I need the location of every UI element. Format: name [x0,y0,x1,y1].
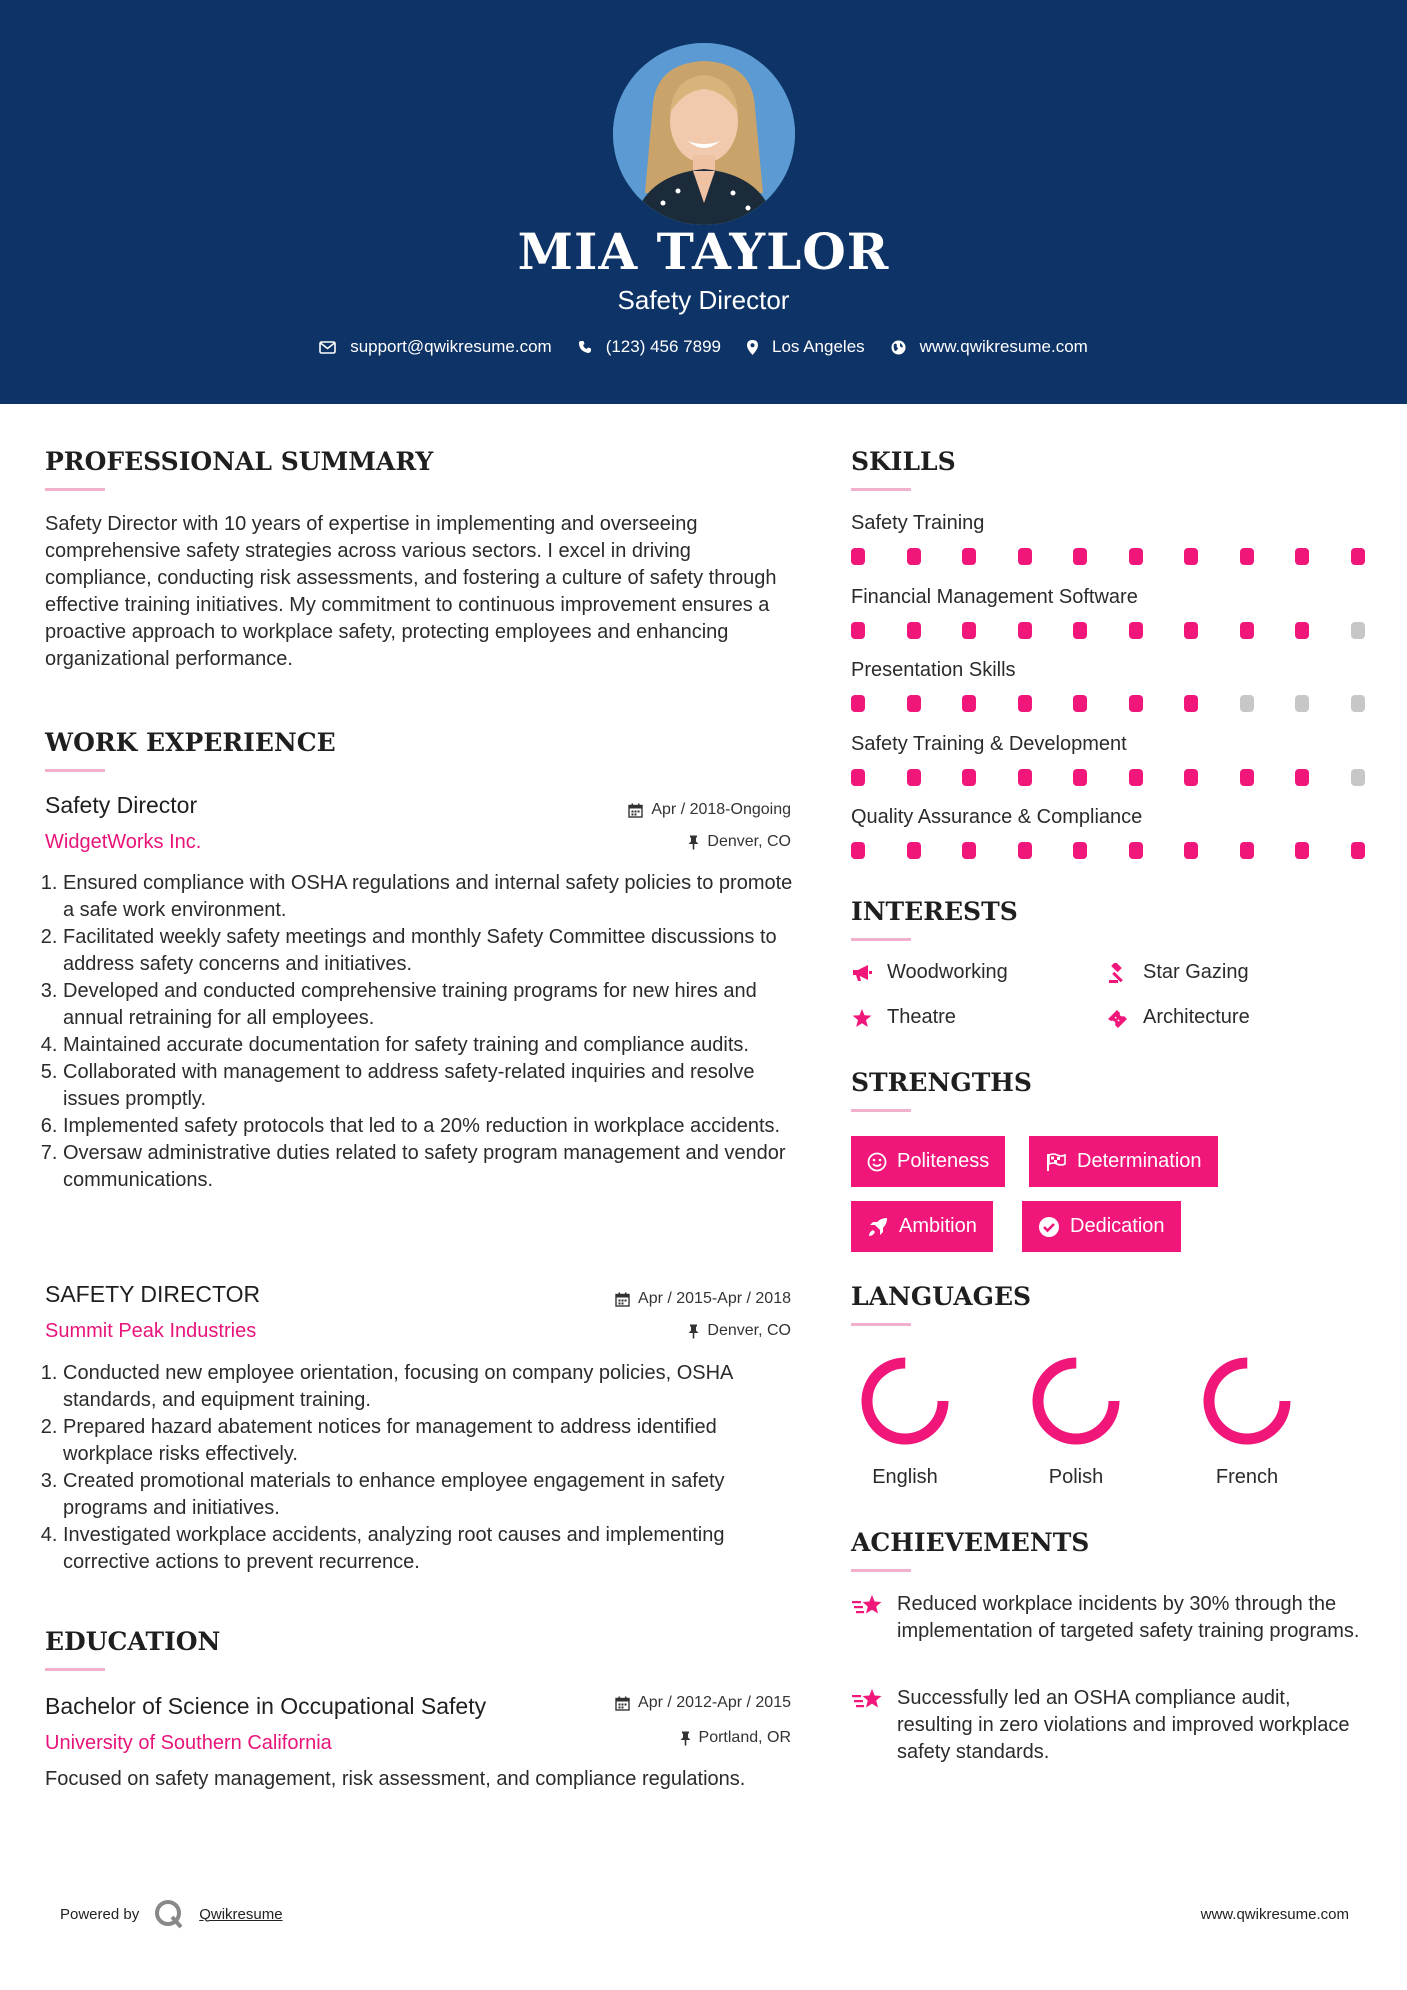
strength-badge [851,1136,1005,1187]
rating-dot-filled [907,842,921,859]
skills-underline [851,488,911,491]
flag-icon [1045,1152,1067,1172]
profile-photo [613,43,795,225]
list-item: 2. Prepared hazard abatement notices for management to address identified workplace risks effectively. [63,1414,797,1468]
bullhorn-icon [851,963,873,983]
rating-dot-filled [962,769,976,786]
rating-dot-filled [962,622,976,639]
education-location [450,1729,791,1747]
rating-dot-filled [1184,548,1198,565]
rating-dot-filled [962,695,976,712]
job-company: Summit Peak Industries [45,1320,257,1342]
interest-label: Theatre [887,1006,956,1028]
rating-dot-filled [1073,769,1087,786]
gavel-icon [1107,963,1129,983]
contact-bar [0,337,1407,357]
rating-dot-empty [1295,695,1309,712]
job-responsibilities [45,870,797,1194]
skill-name: Quality Assurance & Compliance [851,806,1143,828]
education-description: Focused on safety management, risk assessment, and compliance regulations. [45,1768,746,1790]
education-dates-text: Apr / 2012-Apr / 2015 [638,1694,791,1711]
experience-heading: WORK EXPERIENCE [45,728,336,757]
rating-dot-filled [1018,842,1032,859]
language-level-arc [867,1363,943,1439]
candidate-role: Safety Director [617,285,790,315]
strength-label: Ambition [899,1215,977,1237]
check-circle-icon [1038,1216,1060,1238]
rating-dot-filled [1018,769,1032,786]
strengths-underline [851,1109,911,1112]
job-company: WidgetWorks Inc. [45,831,202,853]
strength-label: Dedication [1070,1215,1165,1237]
rating-dot-empty [1351,622,1365,639]
rating-dot-filled [1073,622,1087,639]
rating-dot-filled [1240,622,1254,639]
calendar-icon [628,803,643,818]
rating-dot-filled [1129,622,1143,639]
shooting-star-icon [851,1593,885,1617]
rating-dot-filled [1240,548,1254,565]
rating-dot-filled [1018,695,1032,712]
calendar-icon [615,1696,630,1711]
language-level-arc [1038,1363,1114,1439]
strength-label: Politeness [897,1150,990,1172]
rating-dot-filled [962,842,976,859]
job-dates-text: Apr / 2018-Ongoing [651,801,791,818]
languages-underline [851,1323,911,1326]
interest-item [851,961,1008,984]
star-icon [851,1008,873,1028]
language-level-arc [1209,1363,1285,1439]
strength-badge [1029,1136,1218,1187]
brand-link[interactable]: Qwikresume [199,1905,283,1923]
experience-underline [45,769,105,772]
achievement-item [851,1685,1361,1766]
contact-website[interactable] [891,337,1088,357]
rating-dot-filled [1018,548,1032,565]
contact-phone-text: (123) 456 7899 [605,337,722,356]
language-ring [1028,1353,1124,1449]
rating-dot-filled [1129,695,1143,712]
rating-dot-filled [1184,695,1198,712]
interest-label: Star Gazing [1143,961,1249,983]
footer-brand [60,1898,283,1930]
list-item: 3. Created promotional materials to enhance employee engagement in safety programs and initiatives. [63,1468,797,1522]
language-ring [1199,1353,1295,1449]
ticket-icon [1107,1008,1129,1028]
rating-dot-empty [1351,769,1365,786]
rating-dot-filled [907,548,921,565]
education-dates [450,1694,791,1712]
list-item: 4. Investigated workplace accidents, analyzing root causes and implementing corrective actions to prevent recurrence. [63,1522,797,1576]
interest-item [1107,961,1249,984]
skill-rating [851,548,1406,565]
rating-dot-filled [1295,622,1309,639]
smile-icon [867,1152,887,1172]
strength-badge [1022,1201,1181,1252]
rating-dot-filled [851,548,865,565]
rating-dot-filled [1240,842,1254,859]
rating-dot-filled [1240,769,1254,786]
rating-dot-filled [1184,842,1198,859]
interests-heading: INTERESTS [851,897,1018,926]
job-location-text: Denver, CO [707,1322,791,1339]
strength-badge [851,1201,993,1252]
profile-photo-illustration [613,43,795,225]
summary-text: Safety Director with 10 years of expertise in implementing and overseeing comprehensive safety strategies across various sectors. I excel in driving compliance, conducting risk assessments, and fostering a culture of safety through effective training initiatives. My commitment to continuous improvement ensures a proactive approach to workplace safety, protecting employees and enhancing organizational performance. [45,513,777,670]
rating-dot-filled [851,695,865,712]
achievement-text: Reduced workplace incidents by 30% through the implementation of targeted safety training programs. [897,1593,1360,1642]
contact-phone[interactable] [578,337,721,357]
rocket-icon [867,1216,889,1238]
language-label: Polish [1048,1466,1104,1488]
rating-dot-filled [1073,842,1087,859]
job-title: Safety Director [45,792,198,818]
job-location [450,1322,791,1340]
achievement-text: Successfully led an OSHA compliance audit, resulting in zero violations and improved workplace safety standards. [897,1687,1350,1763]
skill-name: Financial Management Software [851,585,1138,608]
job-location [450,833,791,851]
job-dates [450,801,791,819]
summary-underline [45,488,105,491]
contact-website-text: www.qwikresume.com [919,337,1088,356]
shooting-star-icon [851,1687,885,1711]
skill-rating [851,695,1406,712]
rating-dot-filled [1351,548,1365,565]
pin-icon [688,1324,699,1339]
powered-by-text: Powered by [60,1905,140,1923]
calendar-icon [615,1292,630,1307]
language-label: French [1215,1466,1279,1488]
job-dates-text: Apr / 2015-Apr / 2018 [638,1290,791,1307]
interest-item [1107,1006,1250,1029]
contact-email[interactable] [319,337,552,357]
skill-rating [851,842,1406,859]
job-title: SAFETY DIRECTOR [45,1281,261,1307]
rating-dot-empty [1351,695,1365,712]
language-item [1021,1353,1131,1489]
interest-item [851,1006,956,1029]
rating-dot-filled [851,622,865,639]
rating-dot-filled [851,769,865,786]
rating-dot-filled [907,695,921,712]
language-item [1192,1353,1302,1489]
list-item: 5. Collaborated with management to address safety-related inquiries and resolve issues promptly. [63,1059,797,1113]
map-marker-icon [747,340,758,355]
rating-dot-filled [1295,842,1309,859]
rating-dot-filled [1129,769,1143,786]
achievement-item [851,1591,1361,1645]
languages-heading: LANGUAGES [851,1282,1032,1311]
rating-dot-filled [1073,695,1087,712]
list-item: 6. Implemented safety protocols that led to a 20% reduction in workplace accidents. [63,1113,797,1140]
contact-email-text: support@qwikresume.com [350,337,552,356]
education-heading: EDUCATION [45,1627,221,1656]
job-location-text: Denver, CO [707,833,791,850]
rating-dot-filled [1184,769,1198,786]
rating-dot-filled [907,769,921,786]
strengths-heading: STRENGTHS [851,1068,1032,1097]
globe-icon [891,340,906,355]
rating-dot-filled [1018,622,1032,639]
pin-icon [680,1731,691,1746]
skill-name: Presentation Skills [851,659,1016,681]
skill-name: Safety Training & Development [851,732,1127,755]
rating-dot-filled [1351,842,1365,859]
pin-icon [688,835,699,850]
achievements-underline [851,1569,911,1572]
language-label: English [872,1466,938,1488]
language-item [850,1353,960,1489]
rating-dot-filled [1295,548,1309,565]
rating-dot-filled [1073,548,1087,565]
resume-header [0,0,1407,404]
education-underline [45,1668,105,1671]
education-location-text: Portland, OR [698,1729,791,1746]
skill-rating [851,769,1406,786]
candidate-name: MIA TAYLOR [517,222,890,281]
contact-location-text: Los Angeles [772,337,865,356]
rating-dot-filled [907,622,921,639]
rating-dot-empty [1240,695,1254,712]
list-item: 2. Facilitated weekly safety meetings and monthly Safety Committee discussions to address safety concerns and initiatives. [63,924,797,978]
strength-label: Determination [1077,1150,1202,1172]
interest-label: Architecture [1143,1006,1250,1028]
language-ring [857,1353,953,1449]
list-item: 1. Conducted new employee orientation, focusing on company policies, OSHA standards, and equipment training. [63,1360,797,1414]
envelope-icon [319,341,336,354]
skill-name: Safety Training [851,512,985,534]
footer-url[interactable]: www.qwikresume.com [1200,1906,1349,1923]
summary-heading: PROFESSIONAL SUMMARY [45,447,434,476]
qwikresume-logo-icon [153,1898,185,1930]
job-responsibilities [45,1360,797,1576]
rating-dot-filled [851,842,865,859]
job-dates [450,1290,791,1308]
list-item: 1. Ensured compliance with OSHA regulations and internal safety policies to promote a safe work environment. [63,870,797,924]
phone-icon [578,340,592,354]
achievements-heading: ACHIEVEMENTS [851,1528,1090,1557]
rating-dot-filled [1129,548,1143,565]
skill-rating [851,622,1406,639]
list-item: 7. Oversaw administrative duties related to safety program management and vendor communications. [63,1140,797,1194]
list-item: 3. Developed and conducted comprehensive training programs for new hires and annual retraining for all employees. [63,978,797,1032]
contact-location [747,337,865,357]
skills-heading: SKILLS [851,447,956,476]
interests-underline [851,938,911,941]
school-name: University of Southern California [45,1732,332,1754]
rating-dot-filled [962,548,976,565]
degree-title: Bachelor of Science in Occupational Safety [45,1693,487,1719]
list-item: 4. Maintained accurate documentation for safety training and compliance audits. [63,1032,797,1059]
rating-dot-filled [1129,842,1143,859]
interest-label: Woodworking [887,961,1008,983]
rating-dot-filled [1295,769,1309,786]
rating-dot-filled [1184,622,1198,639]
